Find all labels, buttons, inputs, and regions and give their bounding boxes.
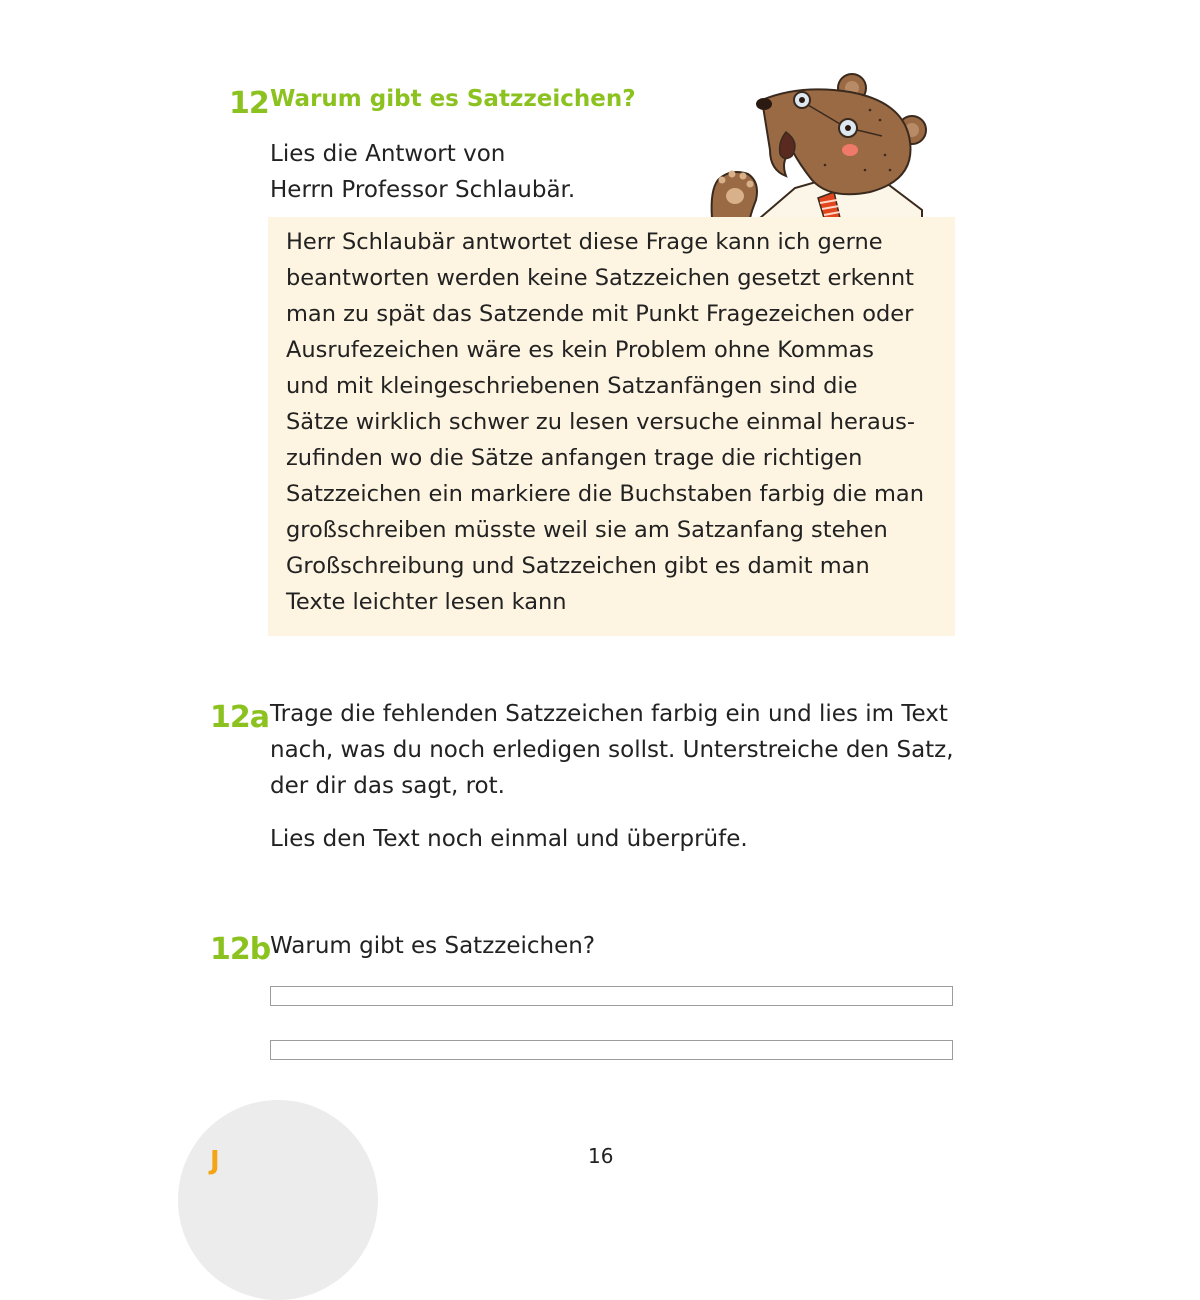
exercise-12-intro-line-1: Lies die Antwort von: [270, 141, 506, 167]
exercise-12a-followup: Lies den Text noch einmal und überprüfe.: [270, 826, 748, 852]
answer-line-8: Satzzeichen ein markiere die Buchstaben farbig die man: [286, 481, 924, 507]
exercise-12-intro-line-2: Herrn Professor Schlaubär.: [270, 177, 576, 203]
exercise-12a-line-3: der dir das sagt, rot.: [270, 773, 505, 799]
exercise-12-number: 12: [229, 86, 269, 121]
exercise-12-title: Warum gibt es Satzzeichen?: [270, 86, 636, 112]
exercise-12a-number: 12a: [210, 700, 269, 735]
page-number: 16: [588, 1144, 614, 1168]
corner-tab: [178, 1100, 378, 1300]
answer-line-2: beantworten werden keine Satzzeichen gesetzt erkennt: [286, 265, 915, 291]
answer-writing-line-1[interactable]: [270, 986, 953, 1006]
exercise-12a-line-1: Trage die fehlenden Satzzeichen farbig ein und lies im Text: [270, 701, 948, 727]
corner-letter: J: [210, 1146, 220, 1176]
answer-line-4: Ausrufezeichen wäre es kein Problem ohne Kommas: [286, 337, 874, 363]
exercise-12a-line-2: nach, was du noch erledigen sollst. Unterstreiche den Satz,: [270, 737, 954, 763]
exercise-12b-number: 12b: [210, 932, 271, 967]
professor-answer-box: [268, 217, 955, 636]
answer-line-9: großschreiben müsste weil sie am Satzanfang stehen: [286, 517, 888, 543]
answer-line-1: Herr Schlaubär antwortet diese Frage kann ich gerne: [286, 229, 883, 255]
answer-line-11: Texte leichter lesen kann: [286, 589, 567, 615]
answer-line-7: zufinden wo die Sätze anfangen trage die richtigen: [286, 445, 863, 471]
answer-line-3: man zu spät das Satzende mit Punkt Fragezeichen oder: [286, 301, 914, 327]
exercise-12b-question: Warum gibt es Satzzeichen?: [270, 933, 596, 959]
answer-line-6: Sätze wirklich schwer zu lesen versuche einmal heraus-: [286, 409, 915, 435]
professor-bear-illustration: [700, 70, 935, 220]
answer-line-10: Großschreibung und Satzzeichen gibt es damit man: [286, 553, 870, 579]
answer-writing-line-2[interactable]: [270, 1040, 953, 1060]
answer-line-5: und mit kleingeschriebenen Satzanfängen sind die: [286, 373, 858, 399]
